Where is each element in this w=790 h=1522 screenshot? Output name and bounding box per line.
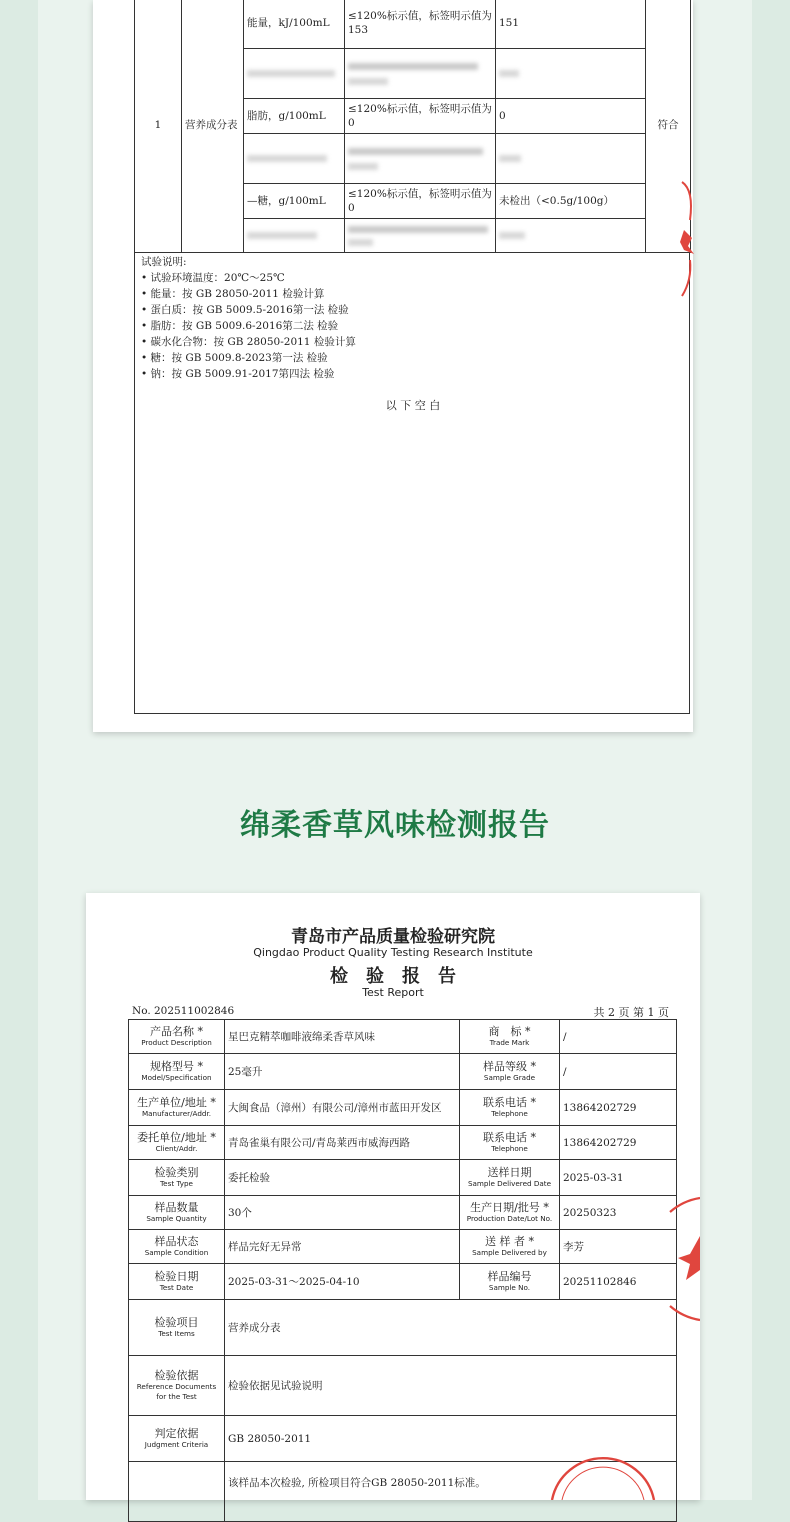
label-production-date: 生产日期/批号 * Production Date/Lot No. bbox=[460, 1196, 560, 1230]
blurred-cell bbox=[345, 49, 496, 99]
label-sample-no: 样品编号 Sample No. bbox=[460, 1264, 560, 1300]
value-fat: 0 bbox=[496, 99, 646, 134]
req-energy: ≤120%标示值，标签明示值为153 bbox=[345, 0, 496, 49]
blurred-cell bbox=[244, 134, 345, 184]
label-test-type: 检验类别 Test Type bbox=[129, 1160, 225, 1196]
notes-heading: 试验说明: bbox=[141, 256, 187, 268]
value-basis: 检验依据见试验说明 bbox=[225, 1356, 677, 1416]
blurred-cell bbox=[345, 134, 496, 184]
label-quantity: 样品数量 Sample Quantity bbox=[129, 1196, 225, 1230]
value-spec: 25毫升 bbox=[225, 1054, 460, 1090]
value-client: 青岛雀巢有限公司/青岛莱西市威海西路 bbox=[225, 1126, 460, 1160]
value-product-name: 星巴克精萃咖啡液绵柔香草风味 bbox=[225, 1020, 460, 1054]
value-test-date: 2025-03-31～2025-04-10 bbox=[225, 1264, 460, 1300]
value-client-telephone: 13864202729 bbox=[560, 1126, 677, 1160]
seal-stamp-right bbox=[660, 1196, 700, 1322]
blurred-cell bbox=[244, 219, 345, 253]
label-criteria: 判定依据 Judgment Criteria bbox=[129, 1416, 225, 1462]
item-name: 营养成分表 bbox=[182, 0, 244, 253]
blurred-cell bbox=[345, 219, 496, 253]
label-test-items: 检验项目 Test Items bbox=[129, 1300, 225, 1356]
label-spec: 规格型号 * Model/Specification bbox=[129, 1054, 225, 1090]
value-delivered-date: 2025-03-31 bbox=[560, 1160, 677, 1196]
param-sugar: —糖，g/100mL bbox=[244, 184, 345, 219]
result-conform: 符合 bbox=[646, 0, 691, 253]
label-condition: 样品状态 Sample Condition bbox=[129, 1230, 225, 1264]
note-item: • 蛋白质：按 GB 5009.5-2016第一法 检验 bbox=[141, 304, 349, 316]
value-test-type: 委托检验 bbox=[225, 1160, 460, 1196]
institute-name: 青岛市产品质量检验研究院 bbox=[291, 927, 495, 947]
value-sugar: 未检出（<0.5g/100g） bbox=[496, 184, 646, 219]
label-conclusion bbox=[129, 1462, 225, 1522]
value-delivered-by: 李芳 bbox=[560, 1230, 677, 1264]
value-production-date: 20250323 bbox=[560, 1196, 677, 1230]
blurred-cell bbox=[496, 49, 646, 99]
blurred-cell bbox=[496, 134, 646, 184]
value-sample-no: 20251102846 bbox=[560, 1264, 677, 1300]
blurred-cell bbox=[496, 219, 646, 253]
blank-marker: 以 下 空 白 bbox=[385, 399, 441, 412]
req-sugar: ≤120%标示值，标签明示值为0 bbox=[345, 184, 496, 219]
value-quantity: 30个 bbox=[225, 1196, 460, 1230]
note-item: • 脂肪：按 GB 5009.6-2016第二法 检验 bbox=[141, 320, 339, 332]
section-title: 绵柔香草风味检测报告 bbox=[240, 808, 550, 843]
row-number: 1 bbox=[135, 0, 182, 253]
note-item: • 试验环境温度：20℃～25℃ bbox=[141, 272, 285, 284]
blurred-cell bbox=[244, 49, 345, 99]
value-condition: 样品完好无异常 bbox=[225, 1230, 460, 1264]
req-fat: ≤120%标示值，标签明示值为0 bbox=[345, 99, 496, 134]
value-energy: 151 bbox=[496, 0, 646, 49]
note-item: • 能量：按 GB 28050-2011 检验计算 bbox=[141, 288, 325, 300]
seal-stamp-partial-top bbox=[676, 180, 696, 300]
value-conclusion: 该样品本次检验, 所检项目符合GB 28050-2011标准。 bbox=[225, 1462, 677, 1522]
label-client: 委托单位/地址 * Client/Addr. bbox=[129, 1126, 225, 1160]
label-delivered-date: 送样日期 Sample Delivered Date bbox=[460, 1160, 560, 1196]
label-basis: 检验依据 Reference Documents for the Test bbox=[129, 1356, 225, 1416]
value-manufacturer: 大闽食品（漳州）有限公司/漳州市蓝田开发区 bbox=[225, 1090, 460, 1126]
value-criteria: GB 28050-2011 bbox=[225, 1416, 677, 1462]
label-product-name: 产品名称 * Product Description bbox=[129, 1020, 225, 1054]
label-test-date: 检验日期 Test Date bbox=[129, 1264, 225, 1300]
value-telephone: 13864202729 bbox=[560, 1090, 677, 1126]
note-item: • 碳水化合物：按 GB 28050-2011 检验计算 bbox=[141, 336, 356, 348]
note-item: • 糖：按 GB 5009.8-2023第一法 检验 bbox=[141, 352, 328, 364]
label-manufacturer: 生产单位/地址 * Manufacturer/Addr. bbox=[129, 1090, 225, 1126]
label-trademark: 商 标 * Trade Mark bbox=[460, 1020, 560, 1054]
value-grade: / bbox=[560, 1054, 677, 1090]
label-client-telephone: 联系电话 * Telephone bbox=[460, 1126, 560, 1160]
note-item: • 钠：按 GB 5009.91-2017第四法 检验 bbox=[141, 368, 335, 380]
value-test-items: 营养成分表 bbox=[225, 1300, 677, 1356]
param-fat: 脂肪，g/100mL bbox=[244, 99, 345, 134]
value-trademark: / bbox=[560, 1020, 677, 1054]
nutrition-results-table bbox=[134, 0, 691, 253]
label-delivered-by: 送 样 者 * Sample Delivered by bbox=[460, 1230, 560, 1264]
param-energy: 能量，kJ/100mL bbox=[244, 0, 345, 49]
institute-name-en: Qingdao Product Quality Testing Research Institute bbox=[253, 946, 533, 959]
seal-stamp-bottom bbox=[548, 1440, 658, 1500]
label-telephone: 联系电话 * Telephone bbox=[460, 1090, 560, 1126]
label-grade: 样品等级 * Sample Grade bbox=[460, 1054, 560, 1090]
test-notes bbox=[134, 252, 690, 714]
report-title: 检 验 报 告 bbox=[330, 966, 456, 987]
report-number: No. 202511002846 bbox=[132, 1005, 235, 1017]
report-title-en: Test Report bbox=[362, 986, 424, 999]
page-info: 共 2 页 第 1 页 bbox=[593, 1006, 669, 1019]
